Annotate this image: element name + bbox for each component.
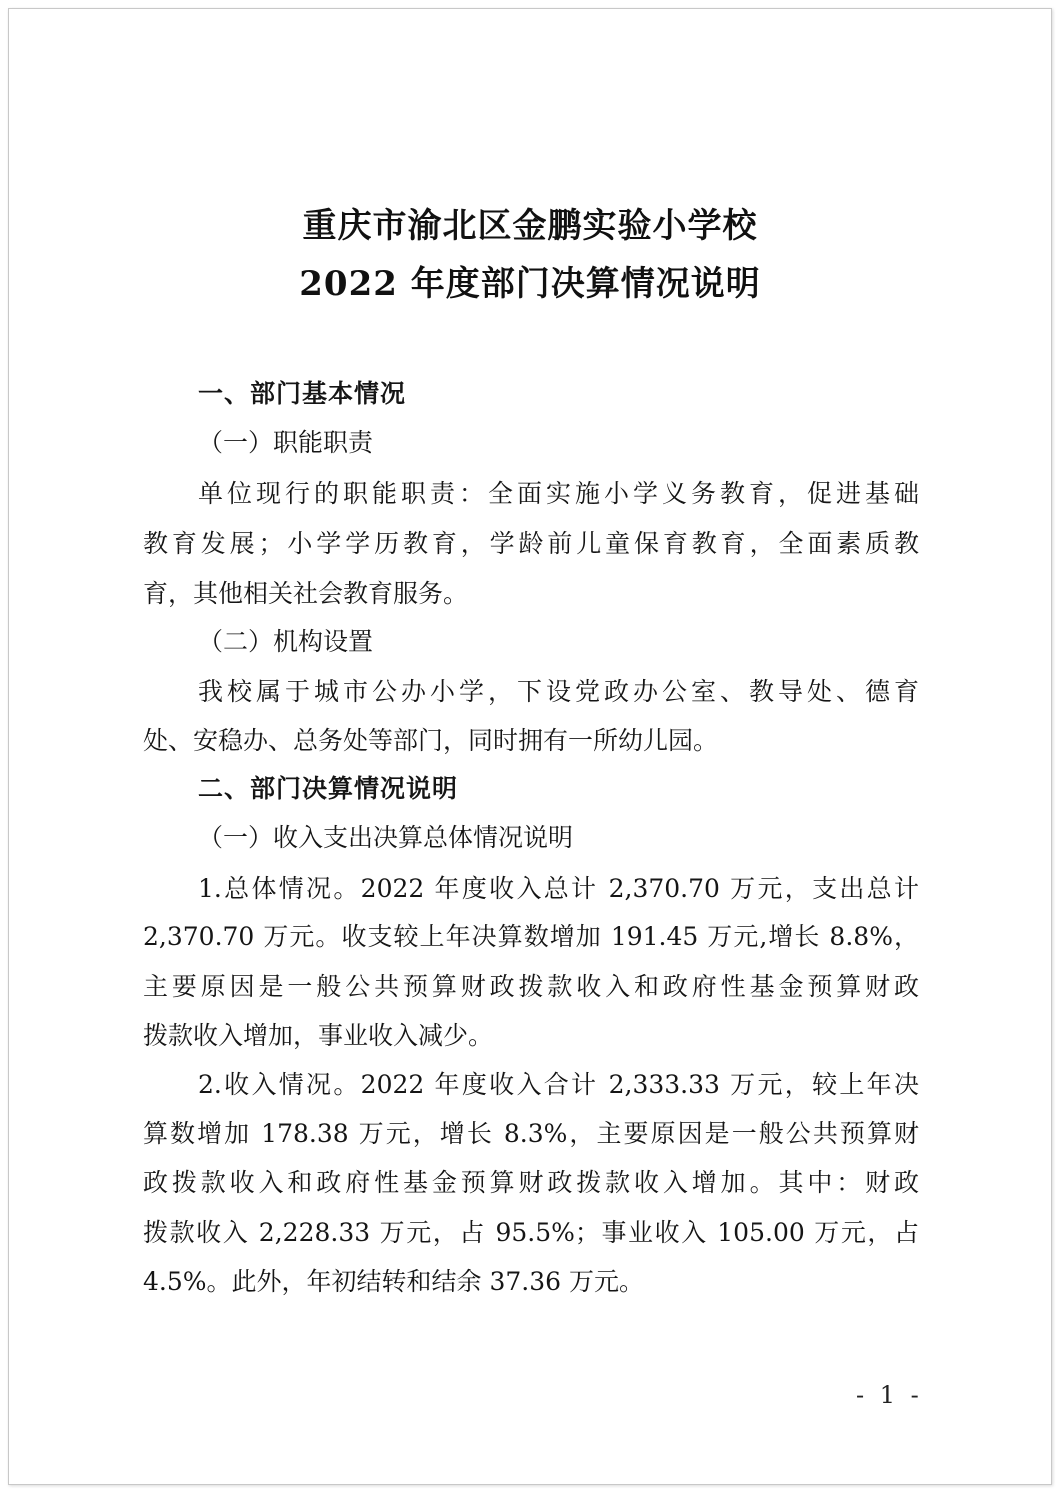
paragraph-4-line-3: 政拨款收入和政府性基金预算财政拨款收入增加。其中：财政 bbox=[143, 1168, 919, 1197]
paragraph-1-line-1: 单位现行的职能职责：全面实施小学义务教育，促进基础 bbox=[198, 479, 919, 508]
paragraph-2-line-2: 处、安稳办、总务处等部门，同时拥有一所幼儿园。 bbox=[143, 726, 719, 755]
document-title-line-2: 2022 年度部门决算情况说明 bbox=[299, 264, 761, 304]
paragraph-3-line-3: 主要原因是一般公共预算财政拨款收入和政府性基金预算财政 bbox=[143, 972, 919, 1001]
subsection-1-heading: （一）职能职责 bbox=[198, 428, 374, 457]
section-1-heading: 一、部门基本情况 bbox=[198, 379, 407, 408]
paragraph-3-line-4: 拨款收入增加，事业收入减少。 bbox=[143, 1021, 494, 1050]
paragraph-4-line-2: 算数增加 178.38 万元，增长 8.3%，主要原因是一般公共预算财 bbox=[143, 1119, 919, 1148]
subsection-2-heading: （二）机构设置 bbox=[198, 627, 374, 656]
page-number: - 1 - bbox=[856, 1381, 923, 1409]
paragraph-3-line-1: 1.总体情况。2022 年度收入总计 2,370.70 万元，支出总计 bbox=[198, 874, 919, 903]
paragraph-4-line-4: 拨款收入 2,228.33 万元，占 95.5%；事业收入 105.00 万元，占 bbox=[143, 1218, 919, 1247]
section-2-heading: 二、部门决算情况说明 bbox=[198, 774, 459, 803]
paragraph-1-line-3: 育，其他相关社会教育服务。 bbox=[143, 579, 469, 608]
paragraph-4-line-1: 2.收入情况。2022 年度收入合计 2,333.33 万元，较上年决 bbox=[198, 1070, 919, 1099]
subsection-3-heading: （一）收入支出决算总体情况说明 bbox=[198, 823, 574, 852]
paragraph-2-line-1: 我校属于城市公办小学，下设党政办公室、教导处、德育 bbox=[198, 677, 919, 706]
document-title-line-1: 重庆市渝北区金鹏实验小学校 bbox=[302, 206, 758, 246]
paragraph-1-line-2: 教育发展；小学学历教育，学龄前儿童保育教育，全面素质教 bbox=[143, 529, 919, 558]
paragraph-4-line-5: 4.5%。此外，年初结转和结余 37.36 万元。 bbox=[143, 1267, 644, 1296]
paragraph-3-line-2: 2,370.70 万元。收支较上年决算数增加 191.45 万元,增长 8.8%， bbox=[143, 922, 919, 951]
